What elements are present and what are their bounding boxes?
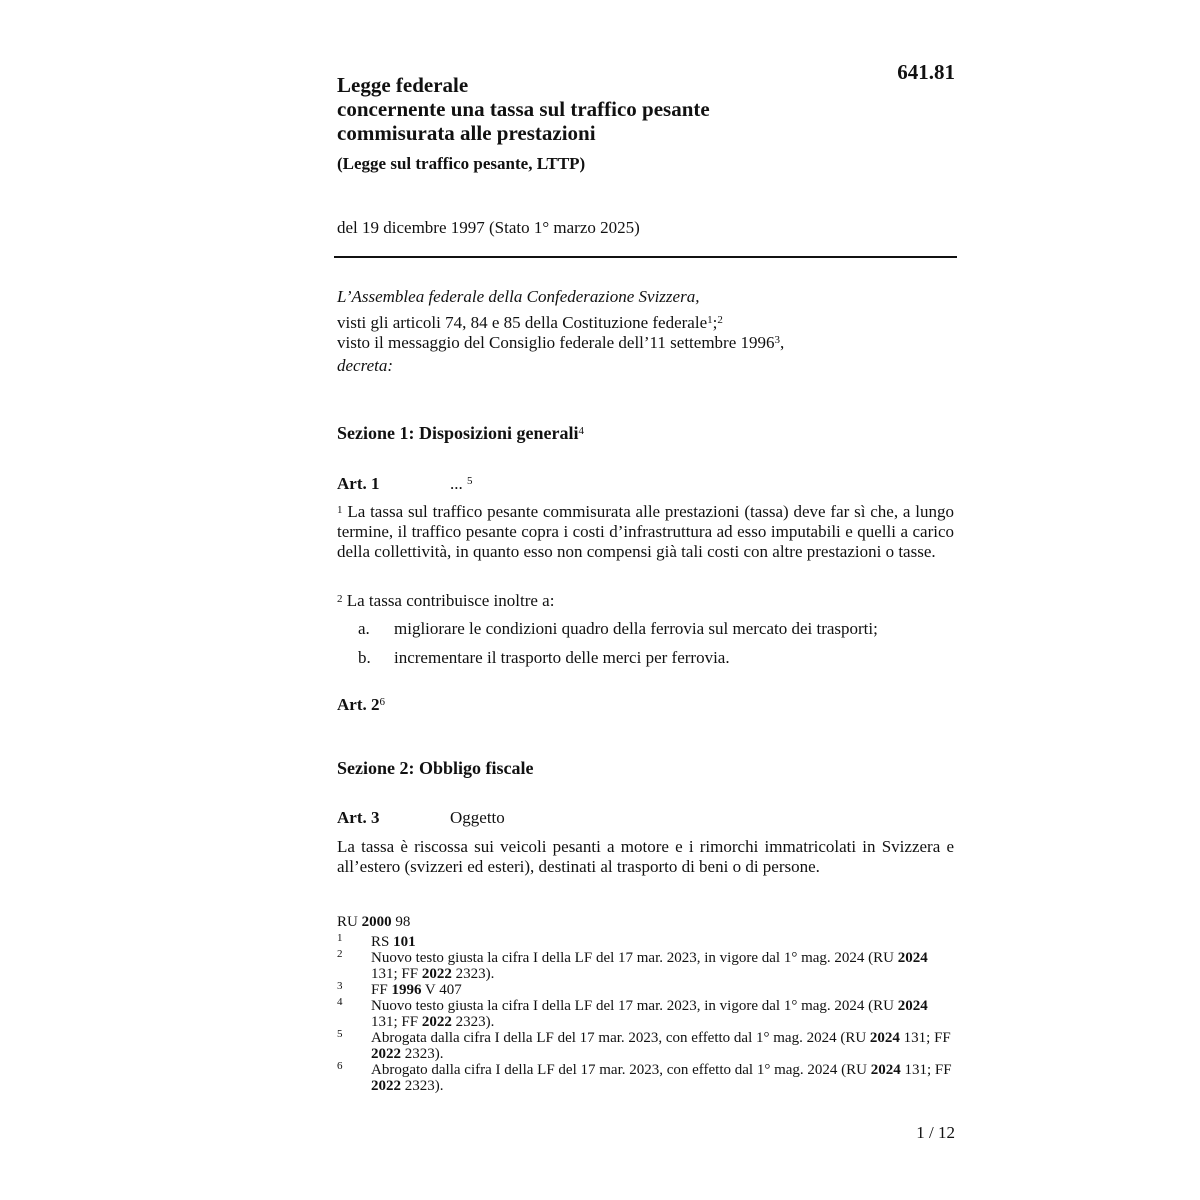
preamble-line: L’Assemblea federale della Confederazione Svizzera, <box>337 287 700 306</box>
section-heading: Sezione 1: Disposizioni generali$^4$ <box>337 423 584 443</box>
article-heading <box>337 808 505 828</box>
list-item: a. migliorare le condizioni quadro della ferrovia sul mercato dei trasporti; <box>358 619 878 638</box>
paragraph: $^1$ La tassa sul traffico pesante commisurata alle prestazioni (tassa) deve far sì che, a lungo termine, il traffico pesante copra i costi d’infrastruttura ad esso imputabili e quelli a carico della collettività, in quanto esso non compensi già tali costi con altre prestazioni o tasse. <box>337 502 955 561</box>
article-number: Art. 3 <box>337 808 380 827</box>
title-line: concernente una tassa sul traffico pesante <box>337 97 710 121</box>
footnote-ref[interactable]: 4 <box>578 425 584 437</box>
title-divider <box>334 256 957 258</box>
preamble-line: visto il messaggio del Consiglio federale dell’11 settembre 1996$^3$, <box>337 333 785 352</box>
short-title: (Legge sul traffico pesante, LTTP) <box>337 154 586 173</box>
footnote: 5 Abrogata dalla cifra I della LF del 17 mar. 2023, con effetto dal 1° mag. 2024 (RU 2024 131; FF 2022 2323). <box>337 1028 951 1062</box>
law-title <box>337 73 710 145</box>
footnote-ref[interactable]: 3 <box>774 334 781 346</box>
footnote: 2 Nuovo testo giusta la cifra I della LF del 17 mar. 2023, in vigore dal 1° mag. 2024 (RU 2024 131; FF 2022 2323). <box>337 948 928 982</box>
page-number: 1 / 12 <box>916 1123 955 1142</box>
preamble-line: decreta: <box>337 356 394 375</box>
section-heading: Sezione 2: Obbligo fiscale <box>337 758 534 778</box>
document-page <box>337 0 955 1200</box>
paragraph: $^2$ La tassa contribuisce inoltre a: <box>337 591 555 610</box>
title-line: Legge federale <box>337 73 469 97</box>
footnote: 4 Nuovo testo giusta la cifra I della LF del 17 mar. 2023, in vigore dal 1° mag. 2024 (RU 2024 131; FF 2022 2323). <box>337 996 928 1030</box>
title-line: commisurata alle prestazioni <box>337 121 596 145</box>
official-collection-ref: RU 2000 98 <box>337 914 411 930</box>
article-heading <box>337 695 385 715</box>
footnote-ref[interactable]: 1 <box>707 314 713 326</box>
list-item: b. incrementare il trasporto delle merci per ferrovia. <box>358 648 730 667</box>
document-number: 641.81 <box>897 60 955 84</box>
footnotes <box>337 934 955 1094</box>
enactment-date: del 19 dicembre 1997 (Stato 1° marzo 2025) <box>337 218 640 237</box>
footnote: 6 Abrogato dalla cifra I della LF del 17 mar. 2023, con effetto dal 1° mag. 2024 (RU 2024 131; FF 2022 2323). <box>337 1060 952 1094</box>
footnote-ref[interactable]: 5 <box>467 475 473 487</box>
article-heading <box>337 474 473 494</box>
paragraph-number: 1 <box>337 504 343 516</box>
article-number: Art. 1 <box>337 474 380 493</box>
footnote-ref[interactable]: 6 <box>379 696 385 708</box>
article-title: ... <box>450 474 463 493</box>
article-number: Art. 2 <box>337 695 380 714</box>
preamble-line: visti gli articoli 74, 84 e 85 della Costituzione federale$^1$;$^2$ <box>337 313 723 332</box>
footnote-ref[interactable]: 2 <box>717 314 723 326</box>
article-title: Oggetto <box>450 808 505 827</box>
paragraph: La tassa è riscossa sui veicoli pesanti a motore e i rimorchi immatricolati in Svizzera e all’estero (svizzeri ed esteri), destinati al trasporto di beni o di persone. <box>337 837 954 876</box>
paragraph-number: 2 <box>337 593 343 605</box>
footnote: 1 RS 101 <box>337 932 416 950</box>
footnote: 3 FF 1996 V 407 <box>337 980 462 998</box>
preamble <box>337 287 955 376</box>
